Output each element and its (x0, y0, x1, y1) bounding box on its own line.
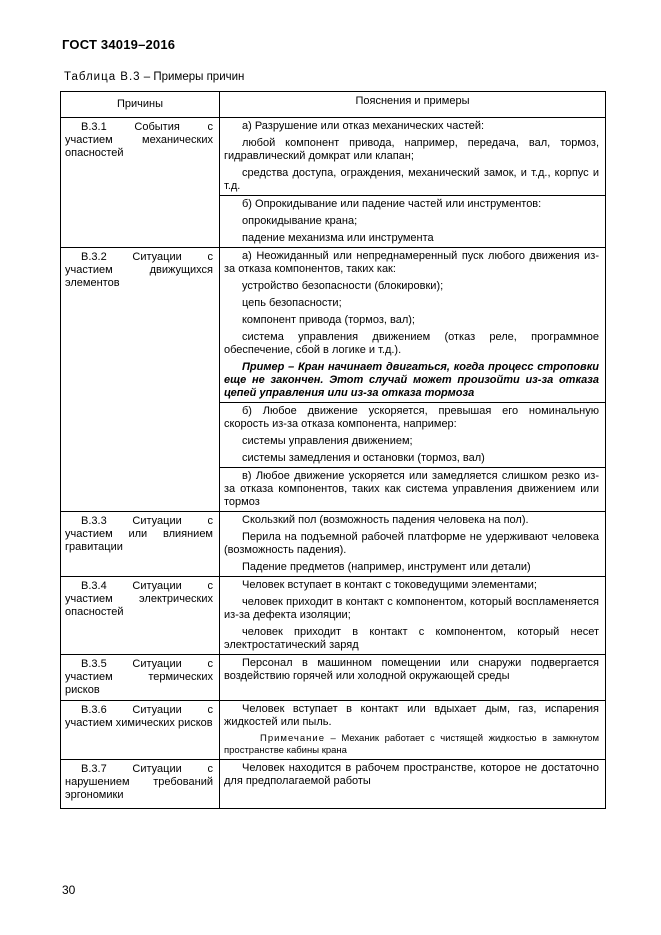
table-row (61, 655, 606, 701)
explanation-line: человек приходит в контакт с компонентом, который несет электростатический заряд (224, 626, 599, 651)
note-label: Примечание (260, 733, 325, 744)
note-body: – Механик работает с чистящей жидкостью в замкнутом пространстве кабины крана (224, 733, 599, 756)
table-caption (64, 71, 244, 83)
explanation-block (220, 403, 605, 468)
explanation-line: устройство безопасности (блокировки); (242, 280, 444, 292)
explanation-line: Скользкий пол (возможность падения человека на пол). (242, 514, 529, 526)
table-row (61, 248, 606, 512)
cause-text: В.3.5 Ситуации с участием термических рисков (65, 658, 213, 696)
explanation-line: Персонал в машинном помещении или снаружи подвергается воздействию горячей или холодной окружающей среды (224, 657, 599, 682)
cause-cell (61, 248, 220, 512)
explanation-line: Человек находится в рабочем пространстве, которое не достаточно для предполагаемой работы (224, 762, 599, 787)
explanation-block (220, 512, 605, 576)
cause-text: В.3.2 Ситуации с участием движущихся элементов (65, 251, 213, 289)
explanation-block (220, 248, 605, 403)
causes-table (60, 91, 606, 809)
table-row (61, 577, 606, 655)
cause-cell (61, 577, 220, 655)
table-row (61, 760, 606, 809)
page-number: 30 (62, 883, 76, 897)
explanation-cell (220, 577, 606, 655)
column-header-explanations: Пояснения и примеры (220, 92, 606, 118)
explanation-line: б) Любое движение ускоряется, превышая его номинальную скорость из-за отказа компонента, например: (224, 405, 599, 430)
explanation-block (220, 196, 605, 247)
cause-cell (61, 655, 220, 701)
explanation-block (220, 701, 605, 759)
explanation-cell (220, 248, 606, 512)
cause-cell (61, 118, 220, 248)
explanation-cell (220, 118, 606, 248)
explanation-line: опрокидывание крана; (242, 215, 358, 227)
cause-cell (61, 701, 220, 760)
explanation-line: а) Разрушение или отказ механических частей: (242, 120, 485, 132)
explanation-line: цепь безопасности; (242, 297, 342, 309)
cause-text: В.3.3 Ситуации с участием или влиянием гравитации (65, 515, 213, 553)
example-text: Пример – Кран начинает двигаться, когда процесс строповки еще не закончен. Этот случай может произойти из-за отказа цепей управления или из-за отказа тормоза (224, 361, 599, 399)
explanation-line: Человек вступает в контакт с токоведущими элементами; (242, 579, 537, 591)
explanation-cell (220, 512, 606, 577)
explanation-line: Человек вступает в контакт или вдыхает дым, газ, испарения жидкостей или пыль. (224, 703, 599, 728)
explanation-line: падение механизма или инструмента (242, 232, 434, 244)
cause-cell (61, 760, 220, 809)
explanation-cell (220, 701, 606, 760)
cause-text: В.3.1 События с участием механических опасностей (65, 121, 213, 159)
explanation-block (220, 118, 605, 196)
column-header-causes: Причины (61, 92, 220, 118)
explanation-line: в) Любое движение ускоряется или замедляется слишком резко из-за отказа компонентов, таких как система управления движением или тормоз (224, 470, 599, 508)
explanation-cell (220, 655, 606, 701)
explanation-line: б) Опрокидывание или падение частей или инструментов: (242, 198, 542, 210)
explanation-line: любой компонент привода, например, передача, вал, тормоз, гидравлический домкрат или клапан; (224, 137, 599, 162)
explanation-line: компонент привода (тормоз, вал); (242, 314, 415, 326)
document-header: ГОСТ 34019–2016 (62, 37, 176, 52)
table-row (61, 118, 606, 248)
table-row (61, 512, 606, 577)
explanation-line: средства доступа, ограждения, механический замок, и т.д., корпус и т.д. (224, 167, 599, 192)
cause-cell (61, 512, 220, 577)
explanation-line: системы управления движением; (242, 435, 413, 447)
cause-text: В.3.7 Ситуации с нарушением требований эргономики (65, 763, 213, 801)
cause-text: В.3.4 Ситуации с участием электрических опасностей (65, 580, 213, 618)
explanation-block (220, 760, 605, 790)
explanation-line: система управления движением (отказ реле, программное обеспечение, сбой в логике и т.д.). (224, 331, 599, 356)
table-row (61, 701, 606, 760)
explanation-block (220, 468, 605, 511)
table-caption-label: Таблица В.3 (64, 71, 141, 83)
note-text (224, 733, 599, 757)
explanation-cell (220, 760, 606, 809)
explanation-line: человек приходит в контакт с компонентом, который воспламеняется из-за дефекта изоляции; (224, 596, 599, 621)
explanation-block (220, 655, 605, 693)
explanation-line: а) Неожиданный или непреднамеренный пуск любого движения из-за отказа компонентов, таких как: (224, 250, 599, 275)
table-header-row (61, 92, 606, 118)
cause-text: В.3.6 Ситуации с участием химических рисков (65, 704, 213, 729)
explanation-line: Перила на подъемной рабочей платформе не удерживают человека (возможность падения). (224, 531, 599, 556)
explanation-line: Падение предметов (например, инструмент или детали) (242, 561, 531, 573)
table-caption-text: – Примеры причин (140, 71, 245, 83)
explanation-line: системы замедления и остановки (тормоз, вал) (242, 452, 485, 464)
explanation-block (220, 577, 605, 654)
